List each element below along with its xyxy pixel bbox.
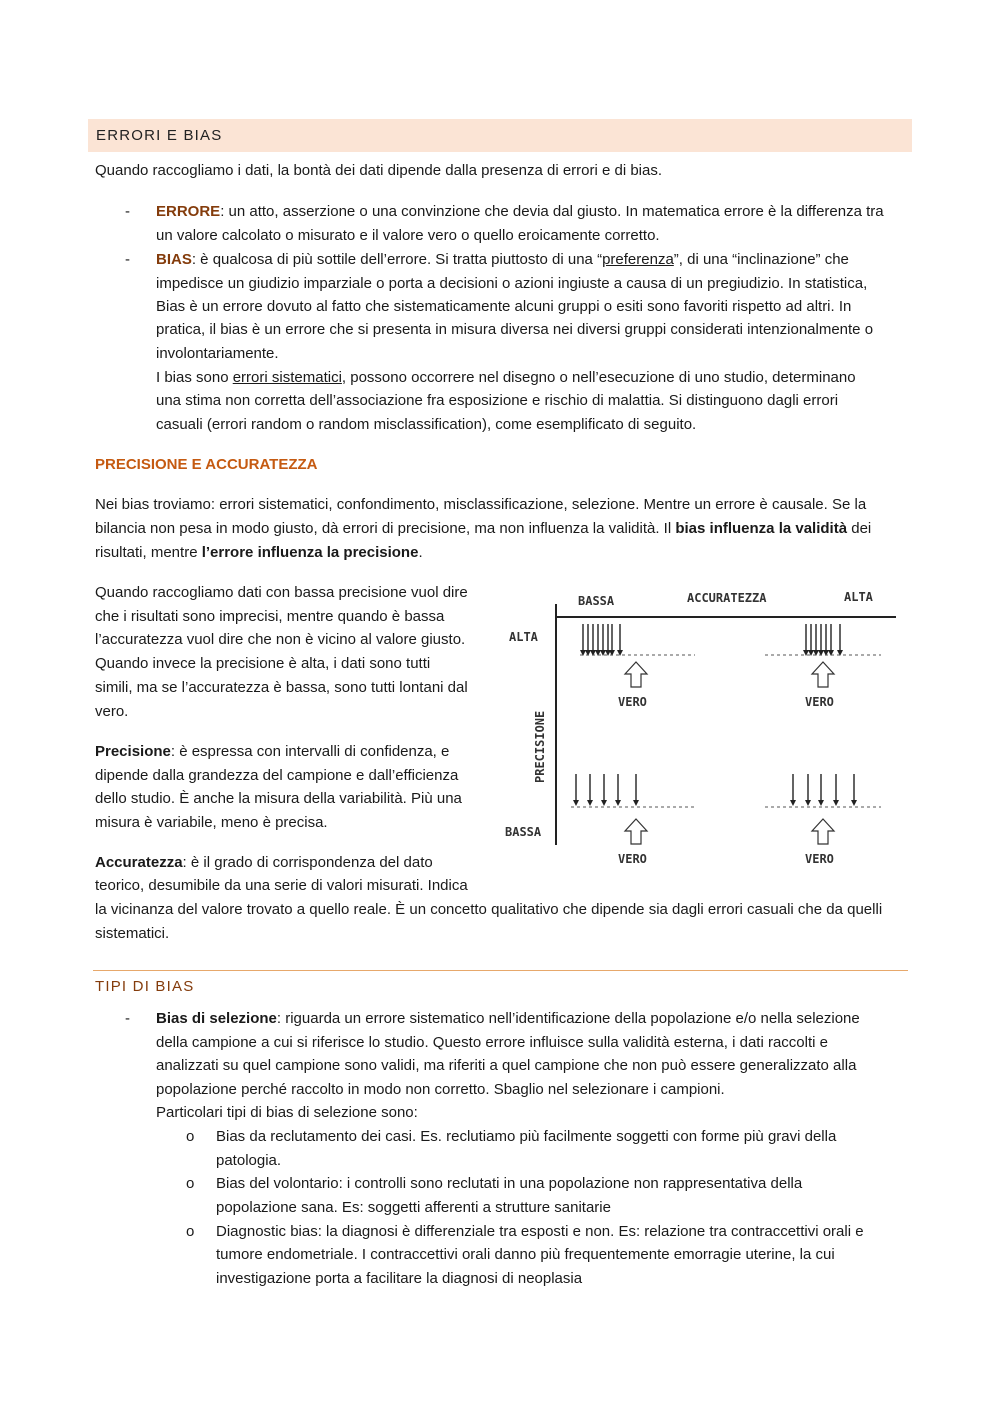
p2-line-2: che i risultati sono imprecisi, mentre quando è bassa (95, 608, 445, 625)
p2-line-5: simili, ma se l’accuratezza è bassa, sono tutti lontani dal (95, 679, 468, 696)
measurement-arrowhead (851, 800, 857, 806)
selezione-term: Bias di selezione (156, 1010, 277, 1027)
true-value-up-arrow-icon (812, 819, 834, 844)
accuratezza-text: : è il grado di corrispondenza del dato (182, 854, 433, 871)
underlined-preferenza: preferenza (602, 251, 674, 268)
fig-label-bassa-top: BASSA (578, 594, 615, 608)
fig-label-bassa-left: BASSA (505, 825, 542, 839)
selezione-line-5: Particolari tipi di bias di selezione sono: (156, 1104, 418, 1121)
p2-line-4: Quando invece la precisione è alta, i dati sono tutti (95, 655, 431, 672)
p1-text: bilancia non pesa in modo giusto, dà errori di precisione, ma non influenza la validità. Il (95, 520, 676, 537)
selezione-line-1 (156, 1007, 906, 1031)
measurement-arrowhead (790, 800, 796, 806)
p1-text: . (418, 544, 423, 561)
bullet-marker: - (125, 1010, 130, 1027)
true-value-up-arrow-icon (812, 662, 834, 687)
bias-text: : è qualcosa di più sottile dell’errore. Si tratta piuttosto di una “ (191, 251, 603, 268)
bias-line-1 (156, 248, 906, 272)
errore-line-2: un valore calcolato o misurato e il valore vero o quello eroicamente corretto. (156, 227, 660, 244)
measurement-arrowhead (573, 800, 579, 806)
precisione-text: : è espressa con intervalli di confidenza, e (170, 743, 450, 760)
fig-label-vero: VERO (618, 852, 647, 866)
sub2-line-1: Bias del volontario: i controlli sono reclutati in una popolazione non rappresentativa della (216, 1175, 803, 1192)
true-value-up-arrow-icon (625, 662, 647, 687)
accuratezza-line-2: teorico, desumibile da una serie di valori misurati. Indica (95, 877, 468, 894)
bias-text: , possono occorrere nel disegno o nell’esecuzione di uno studio, determinano (341, 369, 856, 386)
fig-label-vero: VERO (805, 695, 834, 709)
fig-label-vero: VERO (805, 852, 834, 866)
section-divider (93, 970, 908, 971)
bias-line-4: pratica, il bias è un errore che si presenta in misura diversa nei diversi gruppi considerati intenzionalmente o (156, 321, 874, 338)
sub3-line-3: investigazione porta a facilitare la diagnosi di neoplasia (216, 1270, 583, 1287)
section-heading-precisione: PRECISIONE E ACCURATEZZA (95, 456, 318, 473)
measurement-arrowhead (805, 800, 811, 806)
section-heading-text: ERRORI E BIAS (96, 127, 223, 144)
p1-bold: l’errore influenza la precisione (201, 544, 419, 561)
section-heading-tipi-di-bias: TIPI DI BIAS (95, 978, 195, 995)
fig-label-vero: VERO (618, 695, 647, 709)
accuratezza-term: Accuratezza (95, 854, 183, 871)
p1-text: risultati, mentre (95, 544, 202, 561)
selezione-line-2: della campione a cui si riferisce lo studio. Questo errore influisce sulla validità esterna, i dati raccolti e (156, 1034, 828, 1051)
accuratezza-line-3: la vicinanza del valore trovato a quello reale. È un concetto qualitativo che dipende sia dagli errori casuali che da quelli (95, 901, 883, 918)
precisione-line-3: dello studio. È anche la misura della variabilità. Più una (95, 790, 462, 807)
errore-term: ERRORE (156, 203, 221, 220)
measurement-arrowhead (633, 800, 639, 806)
true-value-up-arrow-icon (625, 819, 647, 844)
bias-term: BIAS (156, 251, 192, 268)
measurement-arrowhead (833, 800, 839, 806)
fig-label-alta-left: ALTA (509, 630, 538, 644)
p1-bold: bias influenza la validità (675, 520, 848, 537)
measurement-arrowhead (818, 800, 824, 806)
p2-line-1: Quando raccogliamo dati con bassa precisione vuol dire (95, 584, 468, 601)
accuratezza-line-4: sistematici. (95, 925, 170, 942)
sub1-line-1: Bias da reclutamento dei casi. Es. reclutiamo più facilmente soggetti con forme più gravi della (216, 1128, 837, 1145)
bias-line-5: involontariamente. (156, 345, 279, 362)
p2-line-6: vero. (95, 703, 129, 720)
bias-line-6 (156, 366, 906, 390)
intro-paragraph: Quando raccogliamo i dati, la bontà dei dati dipende dalla presenza di errori e di bias. (95, 162, 663, 179)
sub-bullet-marker: o (186, 1128, 195, 1145)
precisione-term: Precisione (95, 743, 171, 760)
measurement-arrowhead (587, 800, 593, 806)
sub-bullet-marker: o (186, 1223, 195, 1240)
section-heading-errori-e-bias (88, 119, 912, 152)
bias-line-2: impedisce un giudizio imparziale o porta a decisioni o azioni ingiuste a causa di un pregiudizio. In statistica, (156, 275, 868, 292)
sub1-line-2: patologia. (216, 1152, 282, 1169)
fig-label-accuratezza: ACCURATEZZA (687, 591, 767, 605)
p1-line-1: Nei bias troviamo: errori sistematici, confondimento, misclassificazione, selezione. Mentre un errore è causale. Se la (95, 496, 867, 513)
measurement-arrowhead (601, 800, 607, 806)
measurement-arrowhead (615, 800, 621, 806)
bias-line-3: Bias è un errore dovuto al fatto che sistematicamente alcuni gruppi o esiti sono favoriti rispetto ad altri. In (156, 298, 852, 315)
accuratezza-line-1 (95, 851, 433, 875)
precisione-line-2: dipende dalla grandezza del campione e dall’efficienza (95, 767, 459, 784)
fig-label-precisione: PRECISIONE (533, 710, 547, 783)
bullet-marker: - (125, 251, 130, 268)
sub3-line-1: Diagnostic bias: la diagnosi è differenziale tra esposti e non. Es: relazione tra contraccettivi orali e (216, 1223, 864, 1240)
bias-line-8: casuali (errori random o random misclassification), come esemplificato di seguito. (156, 416, 697, 433)
bias-text: ”, di una “inclinazione” che (673, 251, 849, 268)
precisione-line-1 (95, 740, 449, 764)
bias-line-7: una stima non corretta dell’associazione fra esposizione e rischio di malattia. Si distinguono dagli errori (156, 392, 839, 409)
bullet-marker: - (125, 203, 130, 220)
errore-text: : un atto, asserzione o una convinzione che devia dal giusto. In matematica errore è la differenza tra (220, 203, 884, 220)
p1-line-3 (95, 541, 423, 565)
p1-line-2 (95, 517, 871, 541)
p2-line-3: l’accuratezza vuol dire che non è vicino al valore giusto. (95, 631, 466, 648)
precisione-line-4: misura è variabile, meno è precisa. (95, 814, 328, 831)
precision-accuracy-figure (497, 580, 902, 870)
errore-line-1 (156, 200, 906, 224)
selezione-line-3: analizzati su quel campione sono validi, ma riferiti a quel campione che non può essere generalizzato alla (156, 1057, 857, 1074)
selezione-line-4: popolazione perché raccolto in modo non corretto. Sbaglio nel selezionare i campioni. (156, 1081, 725, 1098)
sub2-line-2: popolazione sana. Es: soggetti afferenti a strutture sanitarie (216, 1199, 611, 1216)
sub3-line-2: tumore endometriale. I contraccettivi orali danno più frequentemente emorragie uterine, la cui (216, 1246, 835, 1263)
sub-bullet-marker: o (186, 1175, 195, 1192)
underlined-errori-sistematici: errori sistematici (232, 369, 342, 386)
selezione-text: : riguarda un errore sistematico nell’identificazione della popolazione e/o nella selezione (276, 1010, 860, 1027)
p1-text: dei (847, 520, 872, 537)
fig-label-alta-top: ALTA (844, 590, 873, 604)
bias-text: I bias sono (156, 369, 233, 386)
